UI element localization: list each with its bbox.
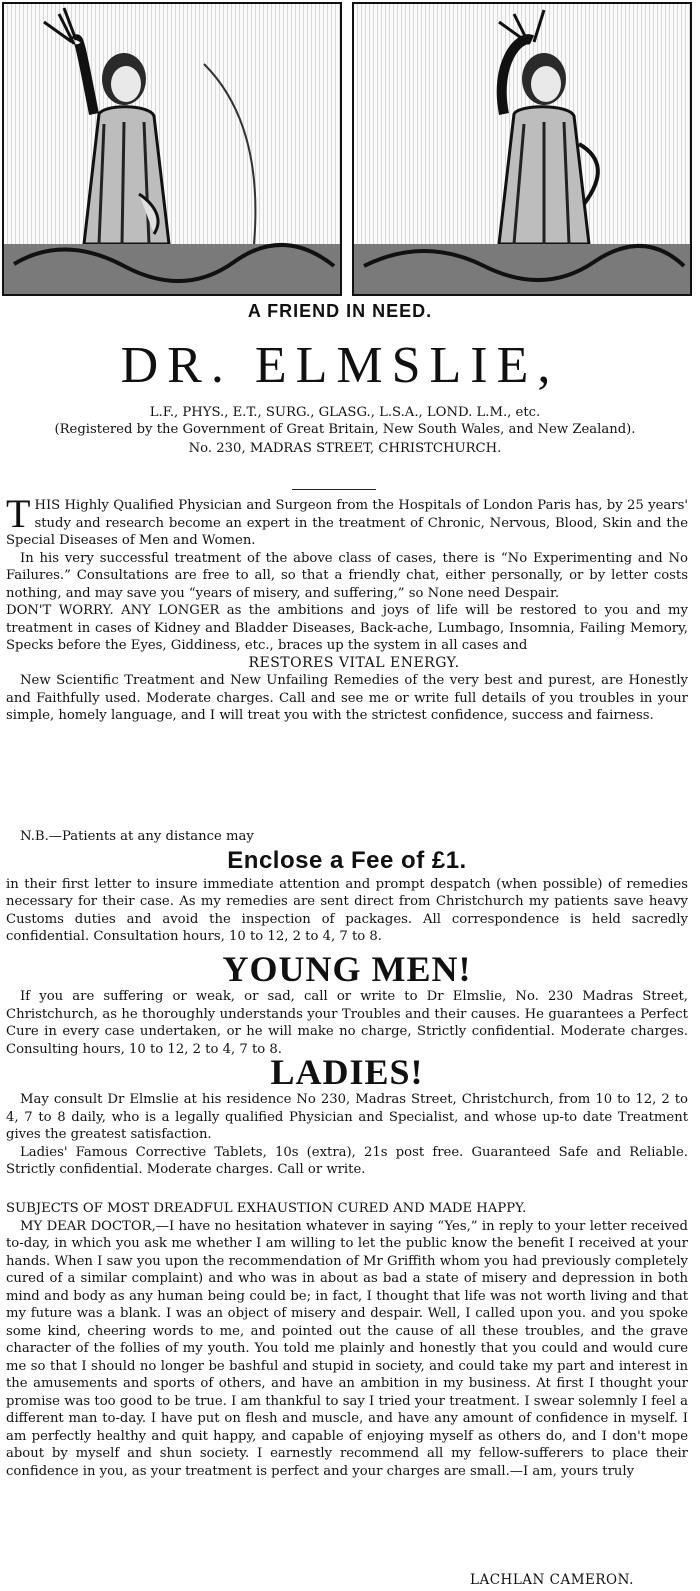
testimonial-letter: MY DEAR DOCTOR,—I have no hesitation whatever in saying “Yes,” in reply to your letter received to-day, in which you ask me whether I am willing to let the public know the benefit I received at your hands. When I saw you upon the recommendation of Mr Griffith whom you had previously completely cured of a similar complaint) and who was in about as bad a state of misery and depression in both mind and body as any human being could be; in fact, I thought that life was not worth living and that my future was a blank. I was an object of misery and despair. Well, I called upon you. and you spoke some kind, cheering words to me, and pointed out the cause of all these troubles, and the grave character of the follies of my youth. You told me plainly and honestly that you could and would cure me so that I should no longer be bashful and stupid in society, and could take my part and interest in the amusements and sports of others, and have an ambition in my business. At first I thought your promise was too good to be true. I am thankful to say I tried your treatment. I swear solemnly I feel a different man to-day. I have put on flesh and muscle, and have any amount of confidence in myself. I am perfectly healthy and quit happy, and capable of enjoying myself as others do, and I don't mope about by myself and shun society. I earnestly recommend all my fellow-sufferers to place their confidence in you, as your treatment is perfect and your charges are small.—I am, yours truly bbox=[6, 1218, 688, 1479]
nb-line: N.B.—Patients at any distance may bbox=[20, 829, 254, 844]
young-men-section bbox=[6, 950, 688, 1058]
credentials-line: L.F., PHYS., E.T., SURG., GLASG., L.S.A., LOND. L.M., etc. bbox=[149, 405, 541, 420]
restores-heading: RESTORES VITAL ENERGY. bbox=[248, 654, 460, 671]
goddess-figure-icon bbox=[4, 4, 340, 294]
doctor-name-heading: DR. ELMSLIE, bbox=[120, 337, 560, 394]
testimonial-heading: SUBJECTS OF MOST DREADFUL EXHAUSTION CURED AND MADE HAPPY. bbox=[6, 1201, 527, 1216]
dont-worry-paragraph: DON'T WORRY. ANY LONGER as the ambitions and joys of life will be restored to you and my treatment in cases of Kidney and Bladder Diseases, Back-ache, Lumbago, Insomnia, Failing Memory, Specks before the Eyes, Giddiness, etc., braces up the system in all cases and bbox=[6, 603, 688, 653]
scientific-treatment-paragraph: New Scientific Treatment and New Unfailing Remedies of the very best and purest, are Honestly and Faithfully used. Moderate charges. Call and see me or write full details of you troubles in your simple, homely language, and I will treat you with the strictest confidence, success and fairness. bbox=[6, 673, 688, 723]
young-men-body: If you are suffering or weak, or sad, call or write to Dr Elmslie, No. 230 Madras Street, Christchurch, as he thoroughly understands your Troubles and their causes. He guarantees a Perfect Cure in every case undertaken, or he will make no charge, Strictly confidential. Moderate charges. Consulting hours, 10 to 12, 2 to 4, 7 to 8. bbox=[6, 989, 688, 1057]
fee-body: in their first letter to insure immediate attention and prompt despatch (when possible) of remedies necessary for their case. As my remedies are sent direct from Christchurch my patients save heavy Customs duties and avoid the inspection of packages. All correspondence is held sacredly confidential. Consultation hours, 10 to 12, 2 to 4, 7 to 8. bbox=[6, 876, 688, 944]
young-men-headline: YOUNG MEN! bbox=[222, 949, 472, 989]
ladies-section bbox=[6, 1053, 688, 1179]
divider-rule bbox=[292, 489, 376, 490]
no-experimenting-paragraph: In his very successful treatment of the above class of cases, there is “No Experimenting and No Failures.” Consultations are free to all, so that a friendly chat, either personally, or by letter costs nothing, and may save you “years of misery, and suffering,” so None need Despair. bbox=[6, 550, 688, 601]
goddess-figure-icon bbox=[354, 4, 690, 294]
tagline: A FRIEND IN NEED. bbox=[247, 301, 433, 321]
drop-cap: T bbox=[6, 491, 31, 536]
testimonial-section bbox=[6, 1200, 688, 1480]
goddess-illustration-right bbox=[352, 2, 692, 296]
fee-headline: Enclose a Fee of £1. bbox=[227, 846, 467, 874]
address-line: No. 230, MADRAS STREET, CHRISTCHURCH. bbox=[188, 441, 502, 456]
registration-line: (Registered by the Government of Great Britain, New South Wales, and New Zealand). bbox=[54, 422, 636, 437]
intro-paragraph: THIS Highly Qualified Physician and Surgeon from the Hospitals of London Paris has, by 25 years' study and research become an expert in the treatment of Chronic, Nervous, Blood, Skin and the Special Diseases of Men and Women. bbox=[6, 491, 688, 548]
goddess-illustration-left bbox=[2, 2, 342, 296]
intro-section bbox=[6, 491, 688, 725]
ladies-headline: LADIES! bbox=[270, 1052, 424, 1092]
tablets-paragraph: Ladies' Famous Corrective Tablets, 10s (extra), 21s post free. Guaranteed Safe and Reliable. Strictly confidential. Moderate charges. Call or write. bbox=[6, 1144, 688, 1177]
fee-section bbox=[6, 828, 688, 946]
signature: LACHLAN CAMERON. bbox=[470, 1572, 634, 1588]
credentials-block bbox=[10, 404, 680, 457]
ladies-paragraph: May consult Dr Elmslie at his residence No 230, Madras Street, Christchurch, from 10 to 12, 2 to 4, 7 to 8 daily, who is a legally qualified Physician and Specialist, and whose up-to date Treatment gives the greatest satisfaction. bbox=[6, 1092, 688, 1142]
